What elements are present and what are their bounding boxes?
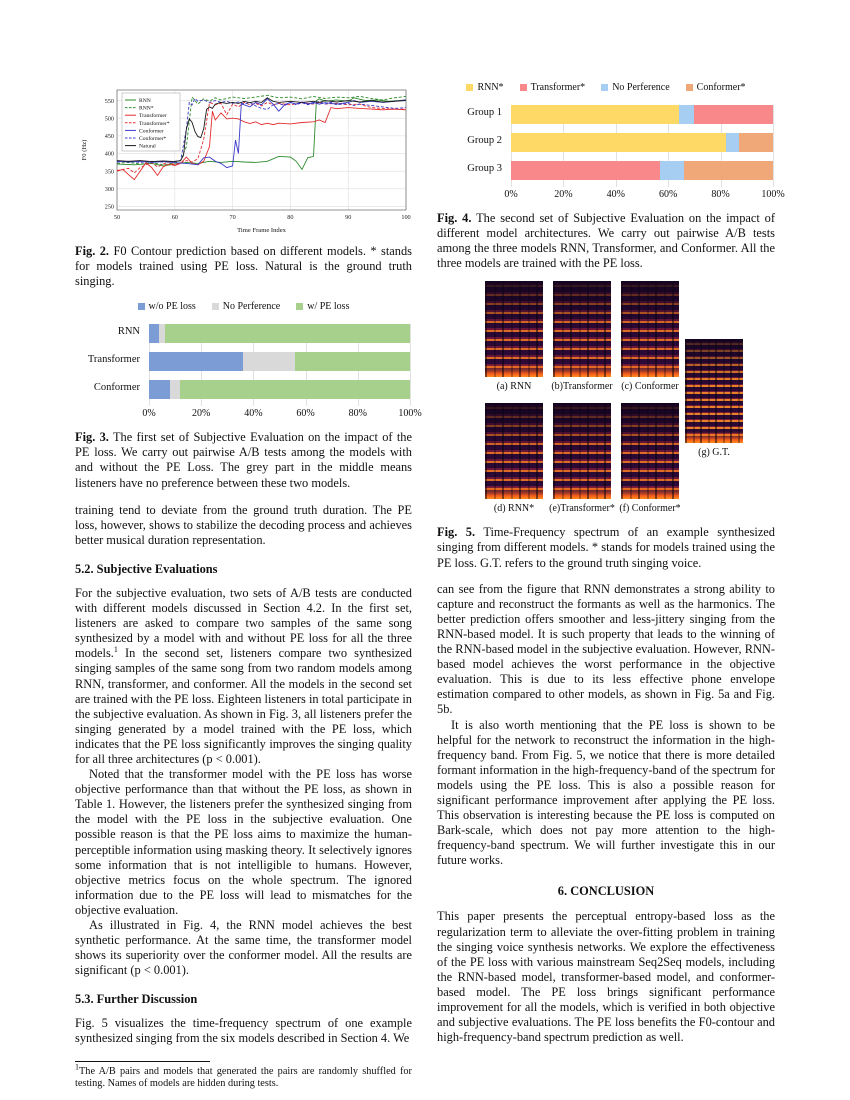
figure-3-caption-label: Fig. 3. [75,430,109,445]
bar-category-label: Group 1 [467,107,502,118]
figure-5-caption-label: Fig. 5. [437,525,476,540]
x-axis-tick: 100% [398,408,422,420]
spectrogram-panel-b-transformer [553,281,611,377]
footnote: $^1$The A/B pairs and models that generated the pairs are randomly shuffled for testing. Names of models are hidden during tests. [75,1062,412,1090]
legend-item: RNN* [466,82,503,93]
figure-2-caption-label: Fig. 2. [75,244,110,258]
footnote-rule [75,1061,210,1062]
svg-text:Transformer*: Transformer* [139,120,170,127]
figure-4-caption: Fig. 4. The second set of Subjective Evaluation on the impact of different model architectures. We carry out pairwise A/B tests among the three models RNN, Transformer, and Conformer. All the three models are trained with the PE loss. [437,211,775,271]
paragraph-subjective-evaluation: For the subjective evaluation, two sets of A/B tests are conducted with different models discussed in Section 4.2. In the first set, listeners are asked to compare two samples of the same song synthesized by a model with and without PE loss for all the three models.$^1$ In the second set, listeners compare two synthesized singing samples of the same song from two random models among RNN, transformer, and conformer. All the models in the second set are trained with the PE loss. Eighteen listeners in total participate in the subjective evaluation. As shown in Fig. 3, all listeners prefer the singing generated by a model trained with the PE loss, which indicates that the PE loss significantly improves the singing quality for all three architectures (p < 0.001). [75,585,412,766]
svg-text:F0 (Hz): F0 (Hz) [81,139,88,161]
svg-text:450: 450 [104,133,114,141]
bar-segment [170,380,180,399]
svg-text:50: 50 [113,214,121,221]
x-axis-tick: 60% [659,189,678,200]
figure-5-spectrogram-grid [437,281,775,519]
bar-category-label: Transformer [87,354,140,366]
bar-segment [511,105,679,124]
spectrogram-label-c: (c) Conformer [621,381,679,393]
svg-text:550: 550 [104,97,114,105]
svg-text:Natural: Natural [139,143,156,150]
bar-segment [511,161,660,180]
svg-text:300: 300 [104,186,114,194]
bar-segment [739,133,773,152]
spectrogram-panel-e-transformer-pe [553,403,611,499]
bar-row [93,380,410,399]
footnote-number: 1 [75,1062,79,1072]
bar-segment [660,161,684,180]
svg-text:Transformer: Transformer [139,113,167,120]
bar-segment [149,324,159,343]
x-axis-tick: 0% [504,189,518,200]
svg-text:80: 80 [287,214,294,221]
spectrogram-panel-f-conformer-pe [621,403,679,499]
legend-swatch [686,84,693,91]
svg-text:70: 70 [229,214,236,221]
paragraph-fig5-intro: Fig. 5 visualizes the time-frequency spectrum of one example synthesized singing from the six models described in Section 4. We [75,1016,412,1046]
figure-3-caption: Fig. 3. The first set of Subjective Evaluation on the impact of the PE loss. We carry out pairwise A/B tests among the models with and without the PE Loss. The grey part in the middle means listeners have no preference between these two models. [75,430,412,490]
chart-x-axis [142,408,422,422]
figure-3-stacked-bar-chart [75,301,422,422]
spectrogram-label-a: (a) RNN [496,381,532,393]
chart-legend [75,301,412,315]
figure-5-caption: Fig. 5. Time-Frequency spectrum of an example synthesized singing from different models. * stands for models trained using the PE loss. G.T. refers to the ground truth singing voice. [437,525,776,570]
paragraph-training-duration: training tend to deviate from the ground truth duration. The PE loss, however, shows to stabilize the decoding process and achieves better musical duration representation. [75,502,412,547]
left-column [75,0,422,1091]
section-heading-6-conclusion: 6. CONCLUSION [557,884,655,899]
bar-segment [165,324,410,343]
stacked-bar [511,133,773,152]
figure-2-caption: Fig. 2. F0 Contour prediction based on different models. * stands for models trained using PE loss. Natural is the ground truth singing. [75,244,412,289]
stacked-bar [149,324,410,343]
svg-text:400: 400 [104,150,114,158]
chart-x-axis [504,189,785,203]
svg-text:60: 60 [171,214,178,221]
x-axis-tick: 60% [296,408,315,420]
bar-category-label: Conformer [93,382,140,394]
bar-segment [726,133,739,152]
spectrogram-label-e: (e)Transformer* [549,503,615,515]
legend-swatch [520,84,527,91]
chart-plot-area [87,324,422,422]
paragraph-can-see: can see from the figure that RNN demonstrates a strong ability to capture and reconstruct the formants as well as the harmonics. The better prediction offers smoother and less-jittery singing from the RNN-based model. It is such property that leads to the winning of the RNN-based model in the subjective evaluation. However, RNN-based model achieves the worst performance in the objective evaluation. This is due to its less effective phone envelope estimation compared to other models, as shown in Fig. 5a and Fig. 5b. [437,581,775,717]
legend-item: w/ PE loss [296,301,349,312]
spectrogram-panel-c-conformer [621,281,679,377]
bar-category-label: Group 3 [467,163,502,174]
legend-swatch [601,84,608,91]
stacked-bar [511,161,773,180]
paragraph-as-illustrated: As illustrated in Fig. 4, the RNN model achieves the best synthetic performance. At the same time, the transformer model shows its superiority over the conformer model. All the results are significant (p < 0.001). [75,918,412,978]
spectrogram-panel-d-rnn-pe [485,403,543,499]
spectrogram-label-g: (g) G.T. [698,447,730,459]
legend-item: Transformer* [520,82,586,93]
bar-row [467,105,773,124]
bar-segment [295,352,410,371]
footnote-marker: 1 [113,645,118,655]
bar-category-label: RNN [117,326,140,338]
bar-segment [511,133,726,152]
figure-4-stacked-bar-chart [437,82,785,203]
x-axis-tick: 80% [711,189,730,200]
stacked-bar [149,352,410,371]
bar-row [87,352,410,371]
stacked-bar [511,105,773,124]
legend-item: No Perference [212,301,280,312]
legend-swatch [296,303,303,310]
x-axis-tick: 20% [192,408,211,420]
legend-swatch [212,303,219,310]
svg-text:RNN: RNN [139,98,151,104]
bar-segment [149,352,243,371]
x-axis-tick: 0% [142,408,156,420]
bar-row [467,161,773,180]
section-heading-5-3: 5.3. Further Discussion [75,992,198,1007]
svg-text:RNN*: RNN* [139,105,154,112]
legend-item: No Perference [601,82,669,93]
x-axis-tick: 20% [554,189,573,200]
x-axis-tick: 40% [244,408,263,420]
bar-row [467,133,773,152]
figure-2-f0-contour-chart [75,84,412,236]
chart-legend [437,82,775,96]
figure-4-caption-label: Fig. 4. [437,211,472,225]
bar-segment [243,352,295,371]
bar-segment [694,105,773,124]
spectrogram-label-b: (b)Transformer [551,381,613,393]
svg-text:Conformer: Conformer [139,128,164,135]
bar-segment [149,380,170,399]
stacked-bar [149,380,410,399]
x-axis-tick: 100% [761,189,785,200]
svg-text:250: 250 [104,203,114,211]
bar-category-label: Group 2 [467,135,502,146]
right-column [437,0,785,1045]
spectrogram-label-d: (d) RNN* [493,503,535,515]
x-axis-tick: 80% [348,408,367,420]
paragraph-noted-transformer: Noted that the transformer model with the PE loss has worse objective performance than that without the PE loss, as shown in Table 1. However, the listeners prefer the synthesized singing from the model with the PE loss in the subjective evaluation. One possible reason is that the PE loss aims to maximize the human-perceptible information using masking theory. It selectively ignores some information that is not intelligible to humans. However, objective metrics focus on the whole spectrum. The ignored information due to the PE loss will lead to mismatches for the objective evaluation. [75,767,412,917]
svg-text:500: 500 [104,115,114,123]
spectrogram-panel-g-ground-truth [685,339,743,443]
paragraph-pe-loss-helpful: It is also worth mentioning that the PE loss is shown to be helpful for the network to reconstruct the information in the high-frequency band. From Fig. 5, we notice that there is more detailed formant information in the high-frequency-band of the spectrum for models using the PE loss. This is also a possible reason for significant performance improvement after applying the PE loss. This observation is interesting because the PE loss is computed on Bark-scale, which does not pay more attention to the high-frequency-band spectrum. We will further investigate this in our future works. [437,717,775,868]
spectrogram-label-f: (f) Conformer* [619,503,681,515]
svg-text:Conformer*: Conformer* [139,136,167,142]
svg-text:100: 100 [401,214,411,221]
bar-segment [180,380,410,399]
legend-swatch [138,303,145,310]
svg-text:90: 90 [345,214,352,221]
bar-row [117,324,410,343]
spectrogram-panel-a-rnn [485,281,543,377]
svg-text:Time Frame Index: Time Frame Index [237,227,286,234]
paragraph-conclusion: This paper presents the perceptual entropy-based loss as the regularization term to alleviate the over-fitting problem in training the singing voice synthesis networks. We explore the effectiveness of the PE loss with various mainstream Seq2Seq models, including the RNN-based model, transformer-based model, and conformer-based model. The PE loss brings significant performance improvement for all the models, which is verified in both objective and subjective evaluations. The PE loss benefits the F0-contour and high-frequency-band spectrum prediction as well. [437,909,775,1045]
section-heading-5-2: 5.2. Subjective Evaluations [75,561,218,576]
legend-swatch [466,84,473,91]
svg-text:350: 350 [104,168,114,176]
x-axis-tick: 40% [606,189,625,200]
legend-item: Conformer* [686,82,746,93]
bar-segment [684,161,773,180]
chart-plot-area [467,105,785,203]
legend-item: w/o PE loss [138,301,196,312]
bar-segment [679,105,695,124]
